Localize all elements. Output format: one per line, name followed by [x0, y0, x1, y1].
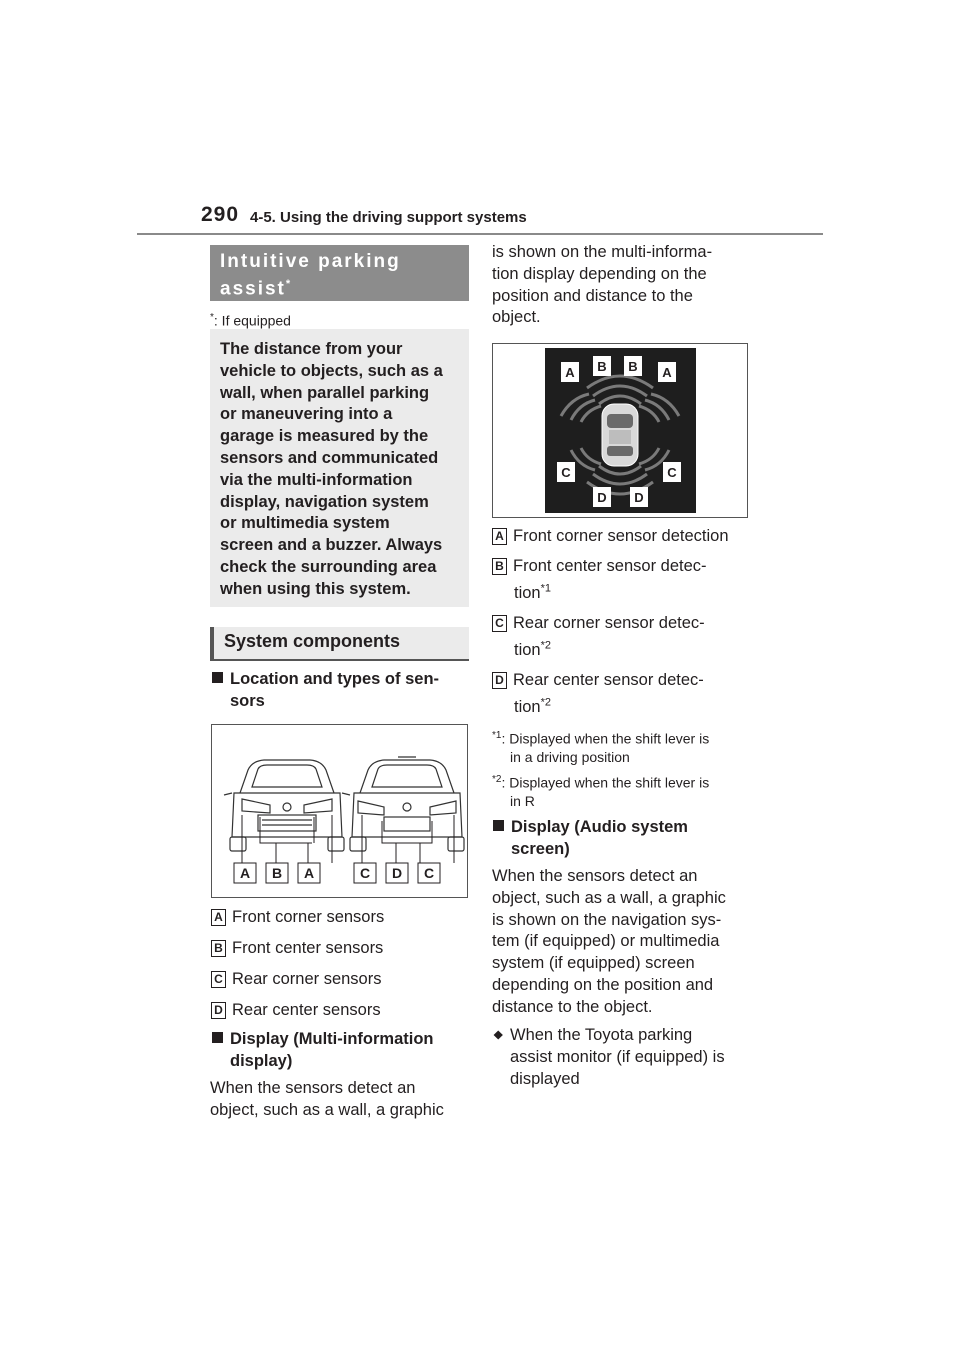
list-item-text: Rear corner sensor detec-	[513, 614, 705, 632]
fig1-label: C	[423, 865, 435, 881]
label-badge: D	[492, 672, 507, 689]
location-subheading	[212, 668, 439, 712]
subheading-line: Display (Audio system	[511, 818, 688, 836]
multi-info-paragraph	[210, 1078, 444, 1122]
feature-title-mark: *	[285, 278, 291, 290]
square-bullet-icon	[493, 820, 504, 831]
fig1-label: C	[359, 865, 371, 881]
subheading-line: sors	[230, 692, 265, 710]
label-badge: D	[211, 1002, 226, 1019]
paragraph-line: object.	[492, 308, 541, 327]
fig1-label: B	[271, 865, 283, 881]
square-bullet-icon	[212, 1032, 223, 1043]
note-mark: *2	[492, 774, 502, 785]
equipped-footnote	[210, 312, 291, 329]
list-item	[211, 969, 470, 1000]
paragraph-line: system (if equipped) screen	[492, 954, 695, 973]
sensor-location-figure	[211, 724, 468, 898]
intro-line: display, navigation system	[220, 492, 429, 511]
continued-paragraph	[492, 242, 712, 329]
subheading-line: screen)	[511, 840, 570, 858]
list-item-text: Rear center sensor detec-	[513, 671, 704, 689]
bullet-line: displayed	[510, 1069, 580, 1088]
intro-line: sensors and communicated	[220, 448, 439, 467]
note-mark: *1	[492, 730, 502, 741]
subheading-line: Display (Multi-information	[230, 1030, 434, 1048]
list-item-text: Rear center sensors	[232, 1001, 381, 1019]
fig1-label: A	[239, 865, 251, 881]
fig1-label: D	[391, 865, 403, 881]
bullet-line: When the Toyota parking	[510, 1026, 693, 1044]
paragraph-line: tion display depending on the	[492, 264, 707, 283]
label-badge: B	[492, 558, 507, 575]
list-item-text: tion	[514, 698, 541, 716]
diamond-bullet-icon: ⯁	[493, 1028, 504, 1043]
fig2-label: B	[597, 359, 607, 374]
feature-title-text: Intuitive parking assist	[220, 251, 401, 300]
fig2-label: D	[597, 490, 607, 505]
paragraph-line: tem (if equipped) or multimedia	[492, 932, 720, 951]
note-text: : Displayed when the shift lever is	[501, 730, 710, 747]
footnote-mark: *	[210, 312, 214, 323]
audio-subheading	[493, 816, 688, 860]
note-mark: *2	[540, 696, 552, 709]
list-item-text: Front corner sensor detection	[513, 527, 729, 545]
paragraph-line: position and distance to the	[492, 286, 693, 305]
note-text: in a driving position	[510, 748, 630, 765]
list-item-text: Front center sensors	[232, 939, 384, 957]
intro-line: or maneuvering into a	[220, 405, 393, 424]
fig2-label: D	[634, 490, 644, 505]
intro-line: garage is measured by the	[220, 427, 429, 446]
paragraph-line: distance to the object.	[492, 997, 653, 1016]
audio-paragraph	[492, 866, 726, 1019]
multi-info-display-illustration	[493, 344, 747, 517]
label-badge: C	[492, 615, 507, 632]
label-badge: C	[211, 971, 226, 988]
note-mark: *2	[540, 639, 552, 652]
fig2-label: A	[662, 365, 672, 380]
paragraph-line: object, such as a wall, a graphic	[492, 888, 726, 907]
square-bullet-icon	[212, 672, 223, 683]
footnotes	[492, 727, 762, 810]
note-mark: *1	[540, 582, 552, 595]
footnote-text: : If equipped	[213, 312, 291, 329]
list-item	[211, 1000, 470, 1031]
footnote-item	[492, 727, 762, 771]
list-item	[211, 907, 470, 938]
bullet-item	[493, 1025, 725, 1090]
label-badge: A	[492, 528, 507, 545]
system-components-heading: System components	[210, 627, 469, 661]
fig2-label: C	[561, 465, 571, 480]
section-title: 4-5. Using the driving support systems	[250, 209, 527, 226]
note-text: : Displayed when the shift lever is	[501, 774, 710, 791]
paragraph-line: When the sensors detect an	[492, 867, 698, 885]
paragraph-line: When the sensors detect an	[210, 1079, 416, 1097]
paragraph-line: object, such as a wall, a graphic	[210, 1100, 444, 1119]
intro-line: wall, when parallel parking	[220, 383, 430, 402]
intro-line: or multimedia system	[220, 514, 390, 533]
paragraph-line: is shown on the multi-informa-	[492, 243, 713, 261]
intro-line: when using this system.	[220, 579, 411, 598]
list-item-text: Rear corner sensors	[232, 970, 382, 988]
display-figure	[492, 343, 748, 518]
list-item	[211, 938, 470, 969]
feature-title	[210, 245, 469, 301]
list-item-text: Front center sensor detec-	[513, 557, 707, 575]
fig1-label: A	[303, 865, 315, 881]
label-badge: A	[211, 909, 226, 926]
intro-line: vehicle to objects, such as a	[220, 361, 443, 380]
bullet-line: assist monitor (if equipped) is	[510, 1047, 725, 1066]
fig2-label: A	[565, 365, 575, 380]
sensor-type-list	[211, 907, 470, 1031]
subheading-line: display)	[230, 1052, 293, 1070]
list-item	[492, 613, 762, 670]
list-item-text: Front corner sensors	[232, 908, 385, 926]
list-item-text: tion	[514, 584, 541, 602]
note-text: in R	[510, 792, 535, 809]
paragraph-line: depending on the position and	[492, 975, 714, 994]
page-number: 290	[201, 203, 240, 226]
fig2-label: B	[628, 359, 638, 374]
subheading-line: Location and types of sen-	[230, 670, 440, 688]
fig2-label: C	[667, 465, 677, 480]
vehicle-illustration	[212, 725, 467, 897]
detection-list	[492, 526, 762, 720]
intro-line: check the surrounding area	[220, 557, 437, 576]
intro-line: The distance from your	[220, 340, 403, 358]
list-item	[492, 526, 762, 556]
intro-line: screen and a buzzer. Always	[220, 536, 443, 555]
list-item	[492, 670, 762, 720]
label-badge: B	[211, 940, 226, 957]
paragraph-line: is shown on the navigation sys-	[492, 910, 722, 929]
header-rule	[137, 233, 823, 235]
intro-box	[210, 329, 469, 607]
list-item-text: tion	[514, 641, 541, 659]
footnote-item	[492, 771, 762, 810]
multi-info-subheading	[212, 1028, 434, 1072]
intro-line: via the multi-information	[220, 470, 413, 489]
list-item	[492, 556, 762, 613]
